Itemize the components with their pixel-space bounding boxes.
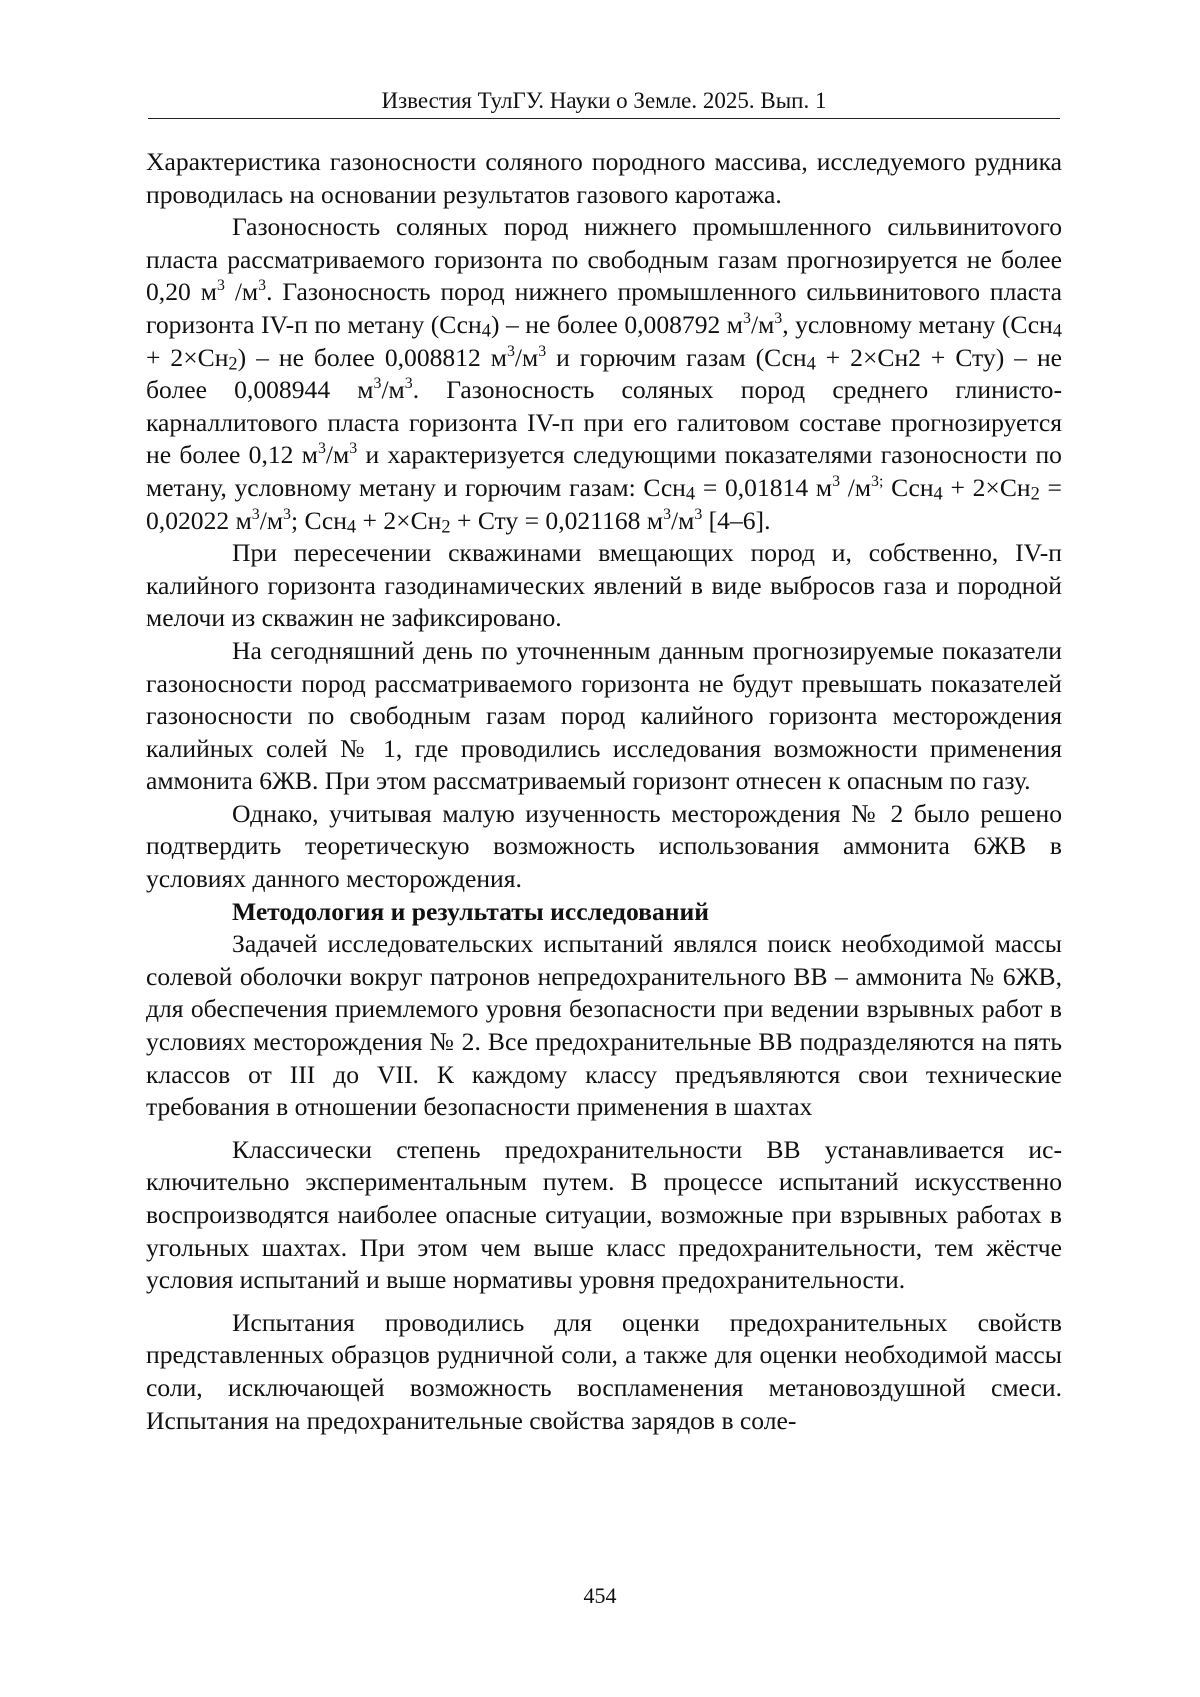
text-run: /м (671, 505, 695, 535)
text-run: . Газоносность соляных пород среднего глинисто-карналлитового пласта горизонта IV-п при его галитовом составе прогнозируется не более 0,12 м (146, 375, 1062, 470)
text-run: /м (381, 375, 405, 405)
text-run: + 2×Сн (146, 342, 229, 372)
text-run: [4–6]. (702, 505, 771, 535)
text-run: = 0,02022 м (146, 472, 1062, 535)
paragraph-forecast-indicators: На сегодняшний день по уточненным данным прогнозируемые показатели газоносности пород рассматриваемого горизонта не будут превышать показателей газоносности по свободным газам пород калийного горизонта месторождения калийных солей № 1, где проводились исследования возможности применения аммонита 6ЖВ. При этом рассматриваемый горизонт отнесен к опасным по газу. (146, 635, 1062, 796)
subscript: 4 (346, 516, 357, 537)
text-run: . Газоносность пород нижнего промышленного сильвинитового пласта горизонта IV-п по метану (Ссн (146, 277, 1062, 339)
text-run: ) – не более 0,008792 м (490, 309, 744, 339)
subscript: 2 (441, 516, 451, 537)
subscript: 4 (685, 483, 696, 504)
text-run: Ссн (883, 472, 934, 502)
text-run: + 2×Сн (942, 472, 1031, 502)
text-run: /м (224, 277, 259, 307)
text-run: /м (750, 309, 775, 339)
superscript: 3 (349, 440, 358, 458)
subscript: 4 (481, 320, 491, 341)
page-number: 454 (583, 1583, 617, 1608)
paragraph-gas-dynamic-phenomena: При пересечении скважинами вмещающих пород и, собственно, IV-п калийного горизонта газодинамических явлений в виде выбросов газа и породной мелочи из скважин не зафиксировано. (146, 538, 1062, 633)
text-run: /м (325, 440, 350, 470)
paragraph-gas-content-values (146, 211, 1062, 537)
text-run: и характеризуется следующими показателями газоносности по метану, условному метану и горючим газам: Ссн (146, 440, 1062, 502)
text-run: + 2×Сн2 + Сту) – не более 0,008944 м (146, 342, 1063, 405)
text-run: /м (514, 342, 539, 372)
superscript: 3 (317, 440, 326, 458)
text-run: , условному метану (Ссн (782, 309, 1053, 339)
superscript: 3 (283, 505, 291, 523)
text-run: /м (840, 472, 872, 502)
paragraph-research-task: Задачей исследовательских испытаний являлся поиск необходимой массы солевой оболочки вокруг патронов непредохранительного ВВ – аммонита № 6ЖВ, для обеспечения приемлемого уровня безопасности при ведении взрывных работ в условиях месторождения № 2. Все предохранительные ВВ подразделяются на пять классов от III до VII. К каждому классу предъявляются свои технические требования в отношении безопасности применения в шахтах (146, 929, 1062, 1122)
superscript: 3 (216, 277, 225, 295)
paragraph-confirmation: Однако, учитывая малую изученность месторождения № 2 было решено подтвердить теоретическую возможность использования аммонита 6ЖВ в условиях данного месторождения. (146, 798, 1062, 894)
subscript: 4 (933, 483, 943, 504)
text-run: Газоносность соляных пород нижнего промышленного сильвинитоvого пласта рассматриваемого горизонта по свободным газам прогнозируется не более 0,20 м (146, 212, 1062, 307)
paragraph-safety-degree: Классически степень предохранительности ВВ устанавливается исключительно экспериментальным путем. В процессе испытаний искусственно воспроизводятся наиболее опасные ситуации, возможные при взрывных работах в угольных шахтах. При этом чем выше класс предохранительности, тем жёстче условия испытаний и выше нормативы уровня предохранительности. (146, 1134, 1062, 1295)
subscript: 4 (1052, 320, 1063, 341)
text-run: ; Ссн (290, 505, 347, 535)
paragraph-gas-characteristics: Характеристика газоносности соляного породного массива, исследуемого рудника проводилась на основании результатов газового каротажа. (146, 147, 1062, 209)
paragraph-tests: Испытания проводились для оценки предохранительных свойств представленных образцов рудничной соли, а также для оценки необходимой массы соли, исключающей возможность воспламенения метановоздушной смеси. Испытания на предохранительные свойства зарядов в соле- (146, 1307, 1062, 1435)
header-rule (148, 118, 1060, 119)
text-run: и горючим газам (Ссн (546, 342, 807, 372)
subscript: 2 (1030, 483, 1040, 504)
superscript: 3 (373, 375, 382, 393)
section-heading-methodology: Методология и результаты исследований (232, 896, 709, 926)
text-run: = 0,01814 м (695, 472, 833, 502)
running-title: Известия ТулГУ. Науки о Земле. 2025. Вып. 1 (381, 88, 827, 113)
text-run: ) – не более 0,008812 м (237, 342, 507, 372)
superscript: 3 (663, 505, 671, 523)
superscript: 3; (871, 473, 884, 491)
text-run: + Сту = 0,021168 м (450, 505, 664, 535)
superscript: 3 (743, 310, 751, 328)
superscript: 3 (251, 505, 260, 523)
superscript: 3 (832, 473, 840, 491)
superscript: 3 (774, 310, 783, 328)
superscript: 3 (258, 277, 267, 295)
text-run: + 2×Сн (356, 505, 442, 535)
superscript: 3 (506, 342, 515, 360)
superscript: 3 (538, 342, 547, 360)
text-run: /м (259, 505, 284, 535)
superscript: 3 (694, 505, 703, 523)
subscript: 2 (228, 353, 238, 374)
article-body (146, 146, 1062, 1437)
superscript: 3 (404, 375, 413, 393)
subscript: 4 (806, 353, 816, 374)
